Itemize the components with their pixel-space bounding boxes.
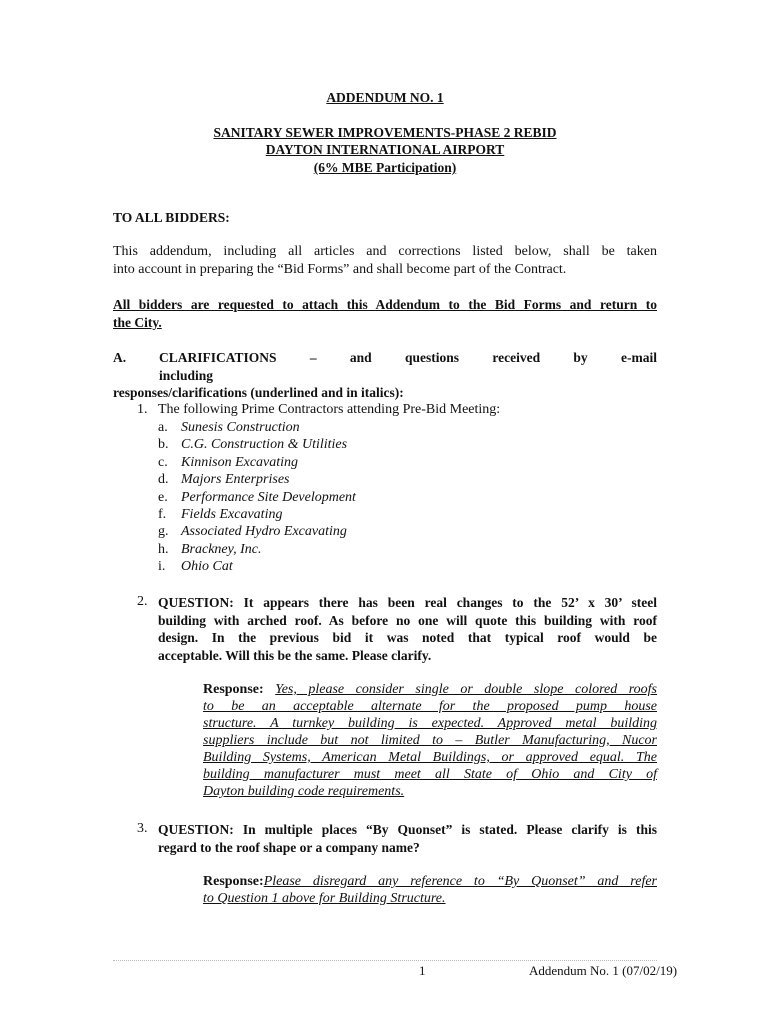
contractor-list-item (158, 559, 233, 575)
contractor-letter: c. (158, 454, 168, 470)
contractor-name: Sunesis Construction (181, 420, 300, 435)
item2-question (158, 594, 657, 664)
project-title-line1: SANITARY SEWER IMPROVEMENTS-PHASE 2 REBID (213, 125, 557, 140)
section-a-heading-line1: CLARIFICATIONS – and questions received by e-mail including (159, 350, 657, 383)
contractor-letter: h. (158, 541, 169, 557)
contractor-name: Associated Hydro Excavating (181, 524, 347, 540)
contractor-list-item (158, 542, 261, 558)
contractor-list-item (158, 437, 347, 453)
salutation: TO ALL BIDDERS: (113, 210, 230, 225)
footer-addendum-ref: Addendum No. 1 (07/02/19) (529, 963, 678, 978)
item2-question-line4: acceptable. Will this be the same. Please clarify. (158, 647, 432, 663)
project-title-line3: (6% MBE Participation) (313, 160, 457, 175)
item3-response (203, 873, 657, 907)
contractor-list-item (158, 524, 347, 540)
item3-number: 3. (137, 821, 148, 836)
contractor-name: Ohio Cat (181, 559, 233, 575)
contractor-name: Majors Enterprises (181, 472, 290, 488)
contractor-letter: g. (158, 524, 169, 540)
item1-text: The following Prime Contractors attending Pre-Bid Meeting: (158, 402, 501, 417)
intro-line2: into account in preparing the “Bid Forms” and shall become part of the Contract. (113, 261, 567, 277)
contractor-name: Kinnison Excavating (181, 454, 299, 470)
item3-response-line1-wrap: Response:Please disregard any reference to “By Quonset” and refer (203, 874, 657, 889)
item2-response-line1: Yes, please consider single or double slope colored roofs (275, 682, 658, 697)
item1-number: 1. (137, 402, 148, 417)
item2-response-line4: suppliers include but not limited to – Butler Manufacturing, Nucor (203, 733, 657, 748)
item2-response-label: Response (203, 682, 260, 697)
item3-question-line1: QUESTION: In multiple places “By Quonset” is stated. Please clarify is this (158, 822, 657, 837)
item2-question-line1: QUESTION: It appears there has been real changes to the 52’ x 30’ steel (158, 595, 657, 610)
item3-question-line2: regard to the roof shape or a company name? (158, 839, 420, 855)
item2-number: 2. (137, 594, 148, 609)
item3-response-line1: Please disregard any reference to “By Quonset” and refer (263, 874, 657, 889)
project-title-line2: DAYTON INTERNATIONAL AIRPORT (265, 142, 505, 157)
section-a-heading (113, 349, 657, 402)
section-a-heading-line1-wrap (113, 349, 657, 384)
item2-response-line1-wrap: Response: Yes, please consider single or double slope colored roofs (203, 682, 658, 697)
item2-question-line3: design. In the previous bid it was noted that typical roof would be (158, 630, 657, 645)
item2-response-line2: to be an acceptable alternate for the proposed pump house (203, 699, 657, 714)
item2-response (203, 681, 657, 800)
notice-line2: the City. (113, 314, 162, 330)
section-a-heading-line2: responses/clarifications (underlined and in italics): (113, 385, 404, 400)
contractor-name: C.G. Construction & Utilities (181, 437, 348, 453)
contractor-list-item (158, 420, 300, 436)
contractor-name: Brackney, Inc. (181, 541, 262, 557)
item3-response-label: Response (203, 874, 260, 889)
item3-question (158, 821, 657, 856)
contractor-list-item (158, 507, 282, 523)
page-number: 1 (419, 963, 426, 978)
intro-line1: This addendum, including all articles and corrections listed below, shall be taken (113, 244, 657, 259)
item2-response-line5: Building Systems, American Metal Buildings, or approved equal. The (203, 750, 657, 765)
addendum-title: ADDENDUM NO. 1 (326, 90, 444, 105)
contractor-name: Fields Excavating (181, 507, 283, 522)
item3-response-line2: to Question 1 above for Building Structure. (203, 891, 446, 906)
contractor-name: Performance Site Development (181, 489, 356, 505)
contractor-letter: e. (158, 489, 168, 505)
item2-response-line3: structure. A turnkey building is expected. Approved metal building (203, 716, 657, 731)
contractor-letter: d. (158, 472, 169, 488)
intro-paragraph (113, 243, 657, 278)
contractor-letter: b. (158, 437, 169, 453)
contractor-letter: a. (158, 420, 168, 435)
notice-line1: All bidders are requested to attach this Addendum to the Bid Forms and return to (113, 297, 657, 312)
contractor-list-item (158, 455, 298, 471)
item2-response-line6: building manufacturer must meet all State of Ohio and City of (203, 767, 657, 782)
item2-response-line7: Dayton building code requirements. (203, 784, 405, 799)
item2-question-line2: building with arched roof. As before no one will quote this building with roof (158, 612, 657, 628)
contractor-letter: i. (158, 559, 166, 575)
contractor-letter: f. (158, 507, 167, 522)
contractor-list-item (158, 472, 290, 488)
footer-rule (113, 960, 657, 961)
notice-paragraph (113, 296, 657, 331)
contractor-list-item (158, 490, 356, 506)
section-a-letter: A. (113, 350, 127, 365)
